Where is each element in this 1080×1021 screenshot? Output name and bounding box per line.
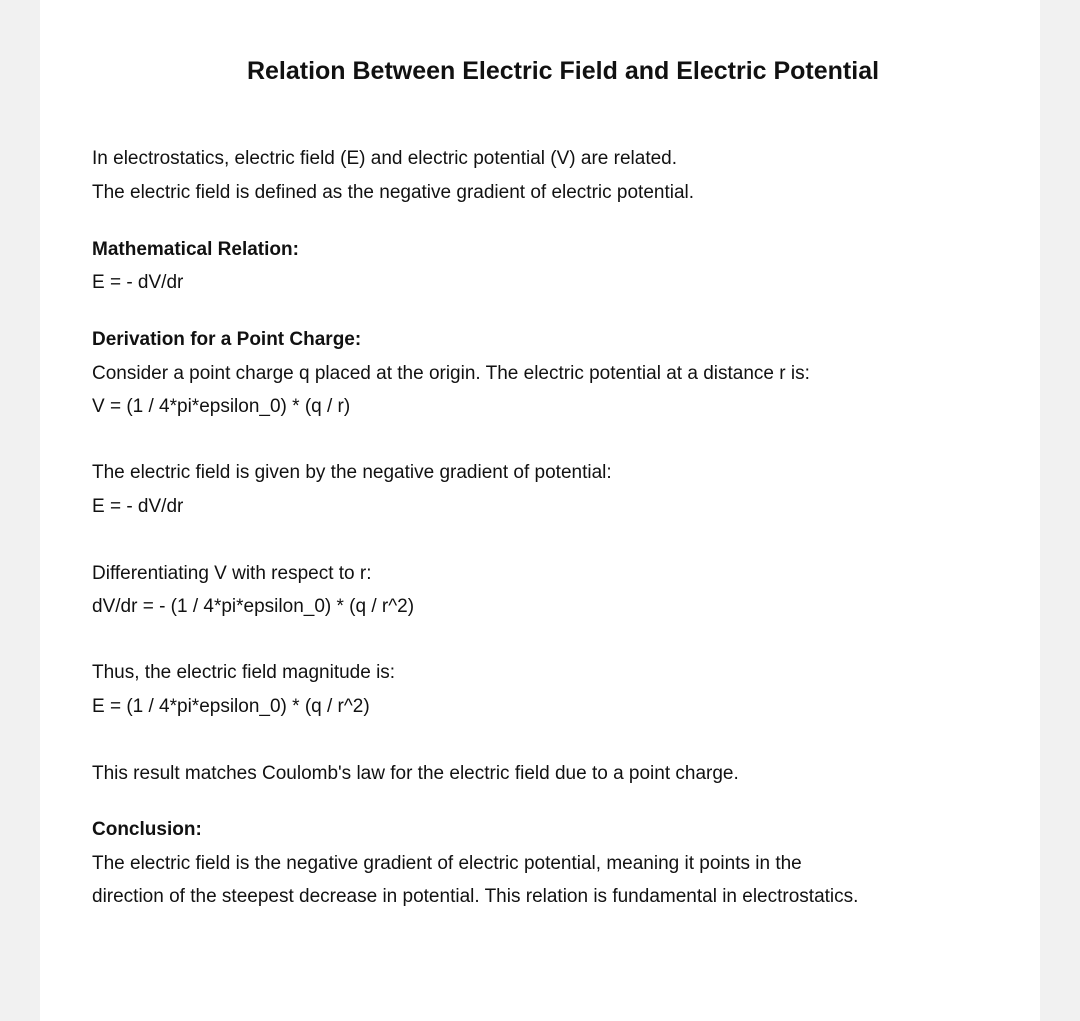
field-statement: The electric field is given by the negative gradient of potential: bbox=[92, 462, 612, 483]
math-relation-heading: Mathematical Relation: bbox=[92, 239, 299, 260]
magnitude-statement: Thus, the electric field magnitude is: bbox=[92, 662, 396, 683]
potential-formula: V = (1 / 4*pi*epsilon_0) * (q / r) bbox=[92, 396, 351, 417]
diff-statement: Differentiating V with respect to r: bbox=[92, 563, 372, 584]
diff-formula: dV/dr = - (1 / 4*pi*epsilon_0) * (q / r^2) bbox=[92, 596, 415, 617]
conclusion-heading: Conclusion: bbox=[92, 819, 202, 840]
coulomb-note: This result matches Coulomb's law for the electric field due to a point charge. bbox=[92, 763, 739, 784]
conclusion-line-1: The electric field is the negative gradient of electric potential, meaning it points in the bbox=[92, 853, 802, 874]
document-page bbox=[40, 0, 1040, 1021]
intro-line-1: In electrostatics, electric field (E) and electric potential (V) are related. bbox=[92, 148, 678, 169]
magnitude-formula: E = (1 / 4*pi*epsilon_0) * (q / r^2) bbox=[92, 696, 370, 717]
field-formula: E = - dV/dr bbox=[92, 496, 184, 517]
conclusion-line-2: direction of the steepest decrease in potential. This relation is fundamental in electrostatics. bbox=[92, 886, 859, 907]
derivation-heading: Derivation for a Point Charge: bbox=[92, 329, 362, 350]
math-relation-formula: E = - dV/dr bbox=[92, 272, 184, 293]
intro-line-2: The electric field is defined as the negative gradient of electric potential. bbox=[92, 182, 695, 203]
derivation-setup: Consider a point charge q placed at the origin. The electric potential at a distance r is: bbox=[92, 363, 810, 384]
document-title: Relation Between Electric Field and Electric Potential bbox=[246, 57, 880, 85]
